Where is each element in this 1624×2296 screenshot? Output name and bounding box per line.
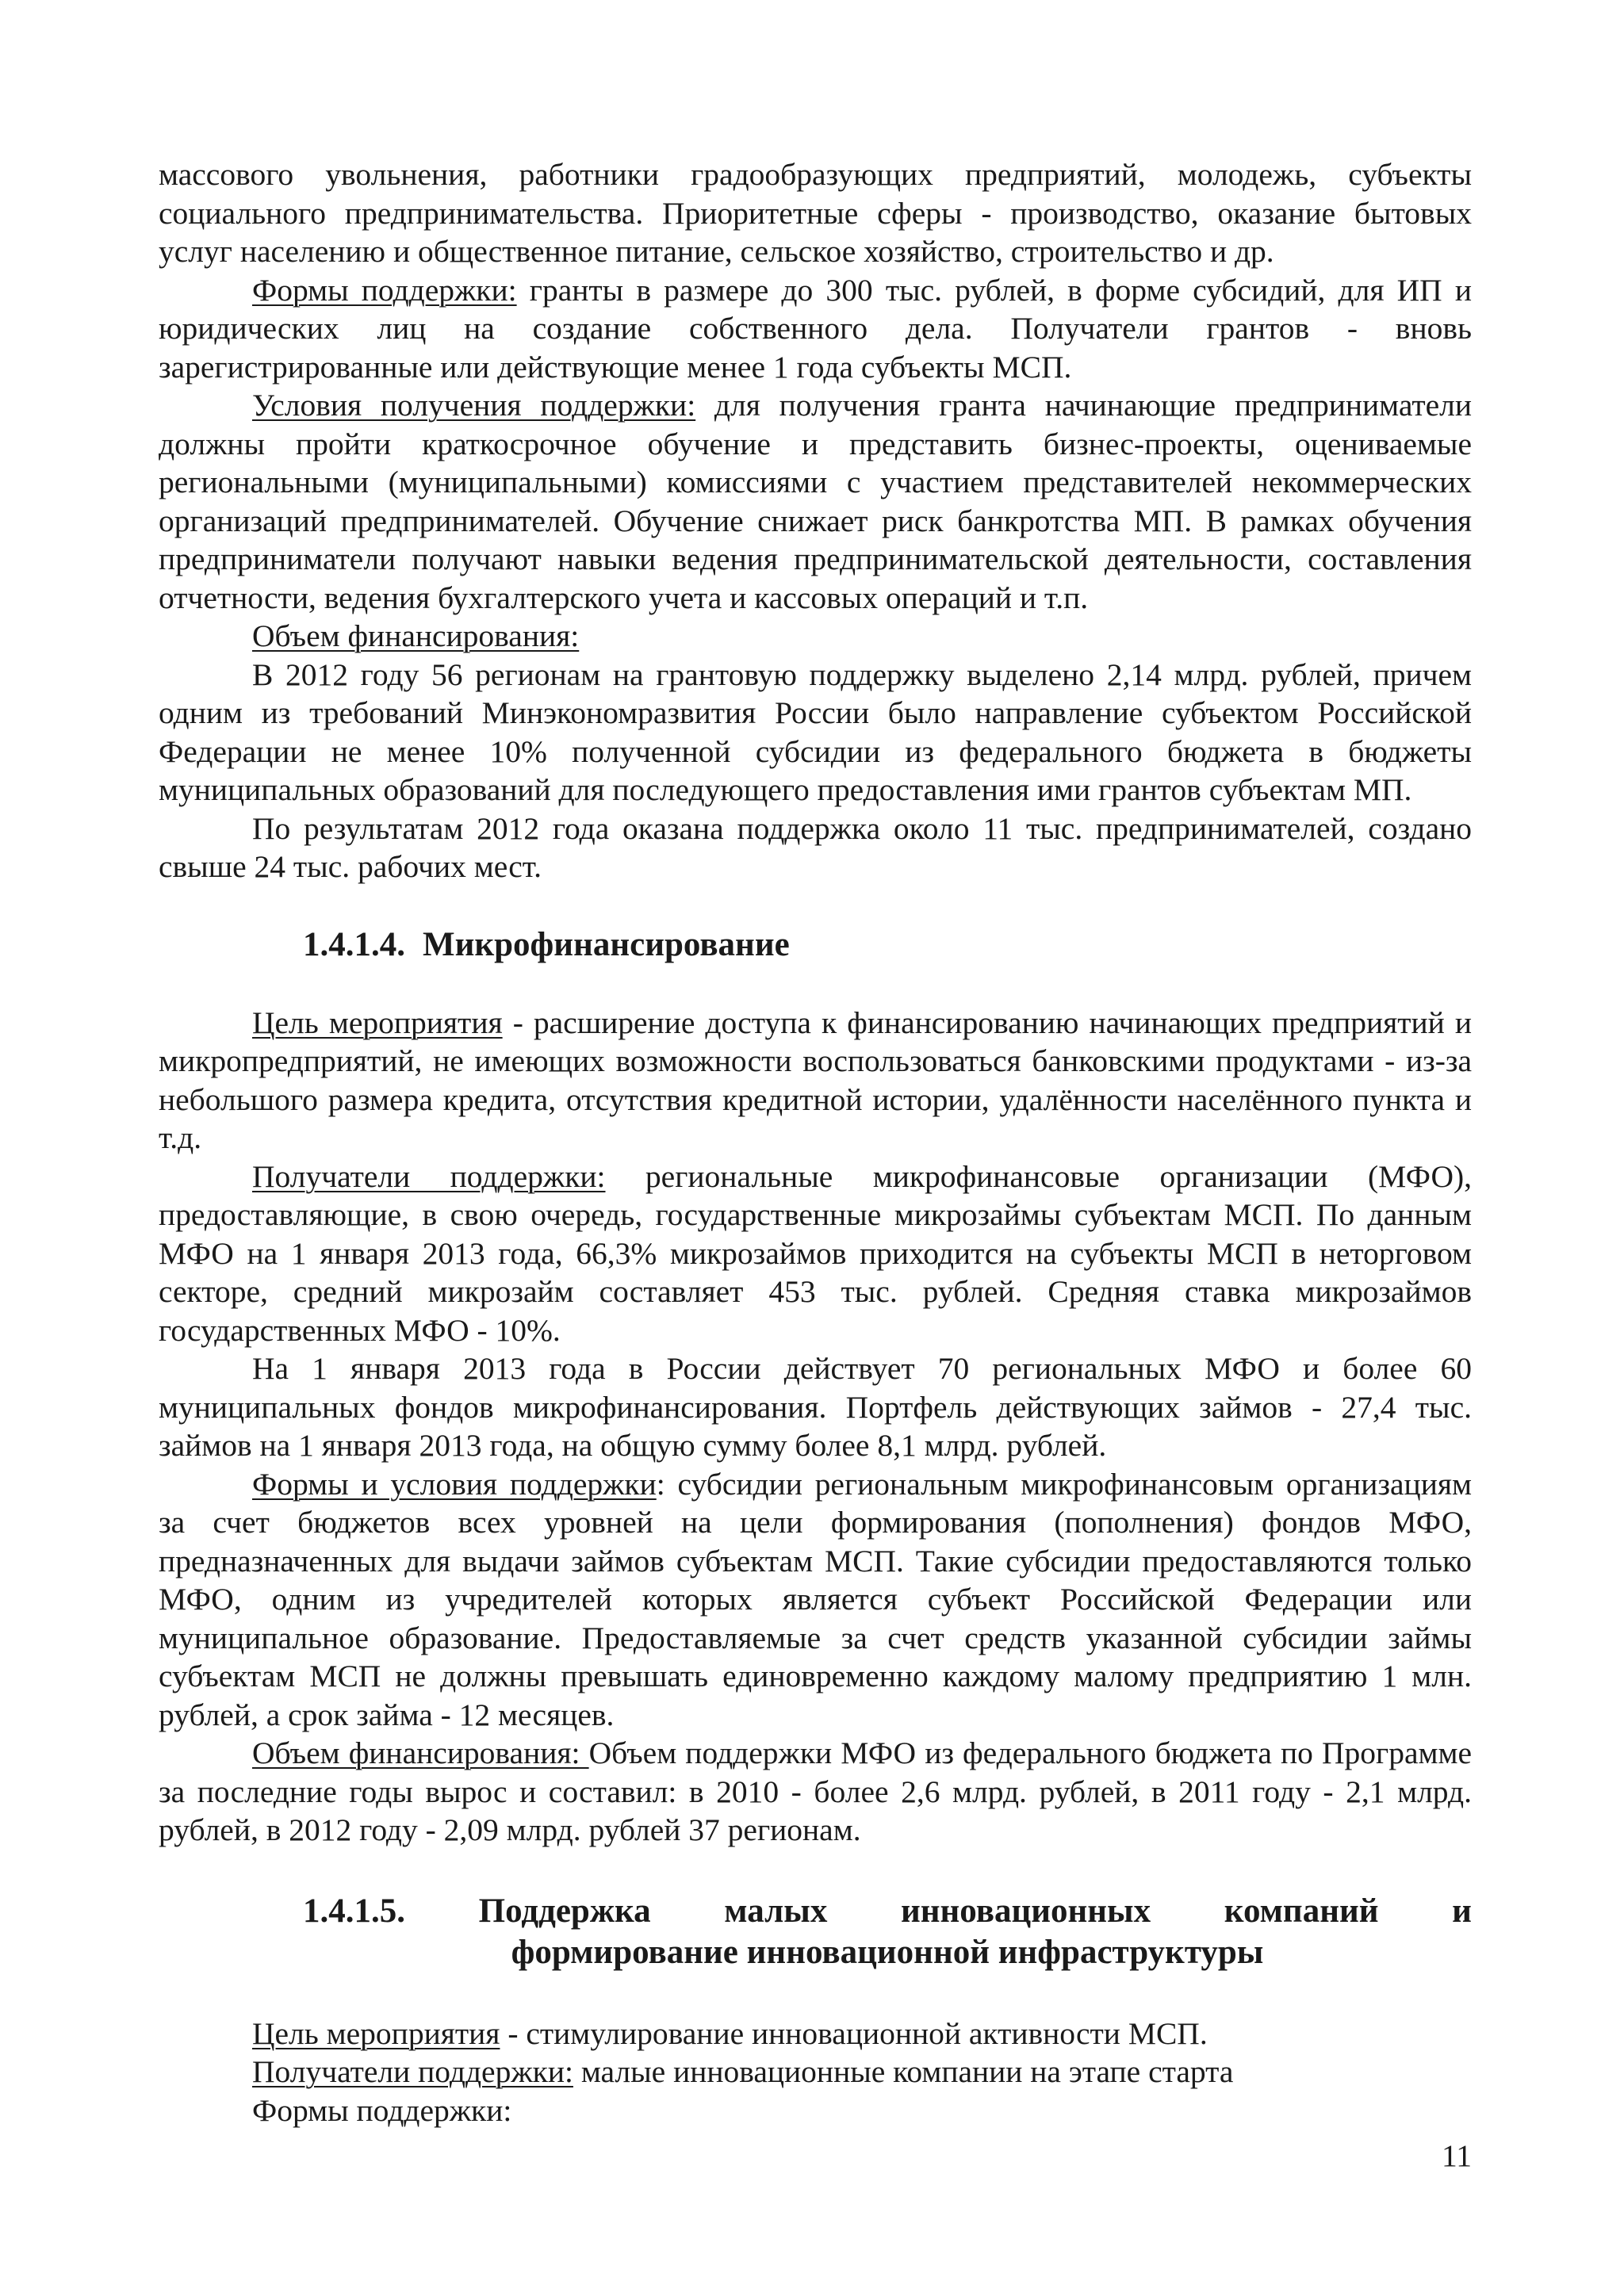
innovation-recipients-text: малые инновационные компании на этапе старта [573,2054,1234,2089]
recipients-label: Получатели поддержки: [252,1158,606,1194]
mfo-funding-label: Объем финансирования: [252,1735,589,1770]
recipients-text: региональные микрофинансовые организации (МФО), предоставляющие, в свою очередь, государственные микрозаймы субъектам МСП. По данным МФО на 1 января 2013 года, 66,3% микрозаймов приходится на субъекты МСП в неторговом секторе, средний микрозайм составляет 453 тыс. рублей. Средняя ставка микрозаймов государственных МФО - 10%. [159,1158,1472,1348]
paragraph-continuation: массового увольнения, работники градообразующих предприятий, молодежь, субъекты социального предпринимательства. Приоритетные сферы - производство, оказание бытовых услуг населению и общественное питание, сельское хозяйство, строительство и др. [159,157,1472,269]
paragraph-results-2012: По результатам 2012 года оказана поддержка около 11 тыс. предпринимателей, создано свыше 24 тыс. рабочих мест. [159,810,1472,884]
forms-conditions-label: Формы и условия поддержки [252,1466,657,1502]
heading-word: инновационных [900,1892,1151,1930]
section-number: 1.4.1.4. [303,925,405,963]
support-conditions-label: Условия получения поддержки: [252,388,696,423]
heading-word: малых [724,1892,828,1930]
paragraph-funding-heading [159,617,1472,656]
innovation-recipients-label: Получатели поддержки: [252,2054,573,2089]
mfo-funding-text: Объем поддержки МФО из федерального бюджета по Программе за последние годы вырос и составил: в 2010 - более 2,6 млрд. рублей, в 2011 году - 2,1 млрд. рублей, в 2012 году - 2,09 млрд. рублей 37 регионам. [159,1735,1473,1847]
paragraph-innovation-recipients [159,2053,1472,2091]
goal-label: Цель мероприятия [252,1004,503,1040]
section-heading-microfinance [159,924,1472,966]
section-title: Микрофинансирование [423,925,790,963]
paragraph-funding-2012: В 2012 году 56 регионам на грантовую поддержку выделено 2,14 млрд. рублей, причем одним из требований Минэкономразвития России было направление субъектом Российской Федерации не менее 10% полученной субсидии из федерального бюджета в бюджеты муниципальных образований для последующего предоставления ими грантов субъектам МП. [159,656,1472,807]
innovation-goal-label: Цель мероприятия [252,2015,500,2051]
section-heading-line-2: формирование инновационной инфраструктуры [511,1933,1264,1971]
document-page [159,155,1472,2130]
heading-word: компаний [1224,1892,1379,1930]
paragraph-goal [159,1004,1472,1158]
funding-label: Объем финансирования: [252,618,580,653]
paragraph-mfo-count: На 1 января 2013 года в России действует 70 региональных МФО и более 60 муниципальных фондов микрофинансирования. Портфель действующих займов - 27,4 тыс. займов на 1 января 2013 года, на общую сумму более 8,1 млрд. рублей. [159,1351,1472,1463]
heading-word: Поддержка [478,1892,651,1930]
page-number: 11 [1441,2138,1472,2173]
paragraph-mfo-funding [159,1734,1472,1850]
paragraph-recipients [159,1158,1472,1350]
paragraph-forms-conditions [159,1465,1472,1735]
support-conditions-text: для получения гранта начинающие предприниматели должны пройти краткосрочное обучение и представить бизнес-проекты, оцениваемые региональными (муниципальными) комиссиями с участием представителей некоммерческих организаций предпринимателей. Обучение снижает риск банкротства МП. В рамках обучения предприниматели получают навыки ведения предпринимательской деятельности, составления отчетности, ведения бухгалтерского учета и кассовых операций и т.п. [159,388,1473,615]
heading-word: и [1452,1892,1472,1930]
paragraph-support-forms [159,271,1472,387]
section-heading-line-1 [303,1891,1472,1932]
paragraph-innovation-goal [159,2015,1472,2053]
paragraph-innovation-forms: Формы поддержки: [252,2092,512,2128]
section-number: 1.4.1.5. [303,1892,405,1930]
support-forms-text: гранты в размере до 300 тыс. рублей, в форме субсидий, для ИП и юридических лиц на создание собственного дела. Получатели грантов - вновь зарегистрированные или действующие менее 1 года субъекты МСП. [159,272,1472,385]
innovation-goal-text: - стимулирование инновационной активности МСП. [500,2015,1208,2051]
forms-conditions-text: : субсидии региональным микрофинансовым организациям за счет бюджетов всех уровней на цели формирования (пополнения) фондов МФО, предназначенных для выдачи займов субъектам МСП. Такие субсидии предоставляются только МФО, одним из учредителей которых является субъект Российской Федерации или муниципальное образование. Предоставляемые за счет средств указанной субсидии займы субъектам МСП не должны превышать единовременно каждому малому предприятию 1 млн. рублей, а срок займа - 12 месяцев. [159,1466,1472,1732]
support-forms-label: Формы поддержки: [252,272,517,308]
section-heading-innovation [159,1891,1472,1973]
goal-text: - расширение доступа к финансированию начинающих предприятий и микропредприятий, не имеющих возможности воспользоваться банковскими продуктами - из-за небольшого размера кредита, отсутствия кредитной истории, удалённости населённого пункта и т.д. [159,1004,1472,1155]
paragraph-support-conditions [159,386,1472,617]
